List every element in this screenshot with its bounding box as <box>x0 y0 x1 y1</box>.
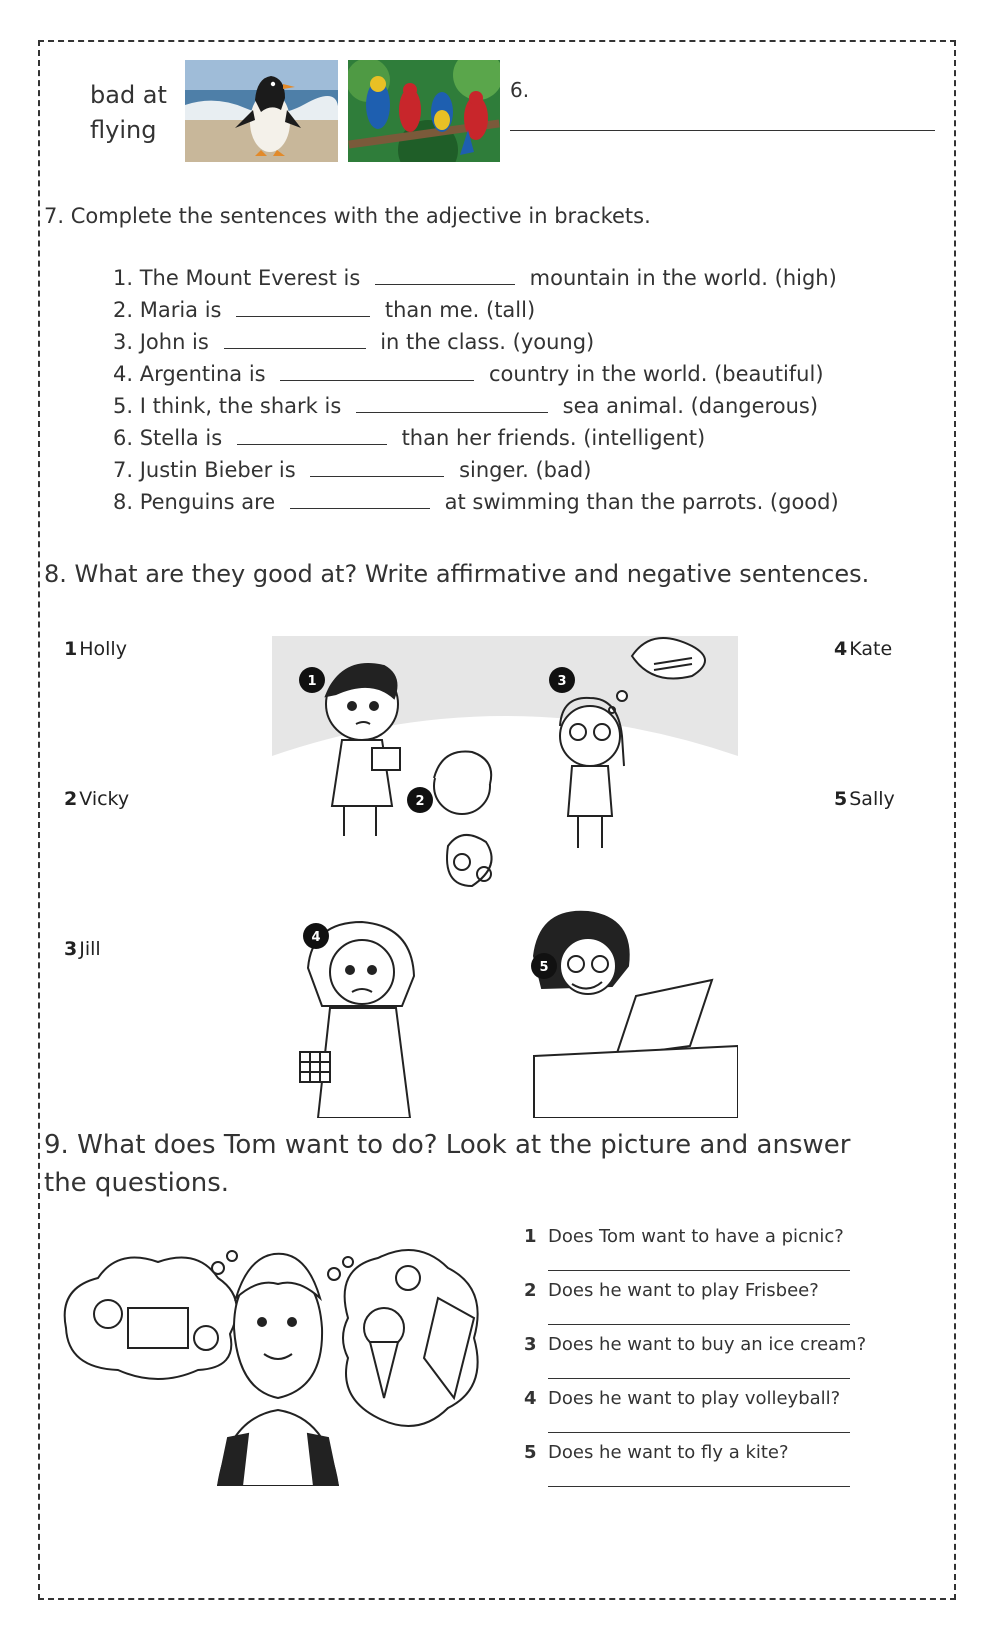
s7-after-2: than me. (tall) <box>384 298 536 322</box>
question-4 <box>524 1388 840 1409</box>
answer-line-1[interactable] <box>548 1270 850 1271</box>
name-jill-label: Jill <box>79 938 101 960</box>
s7-before-5: 5. I think, the shark is <box>113 394 342 418</box>
s7-after-1: mountain in the world. (high) <box>529 266 837 290</box>
name-sally <box>834 788 895 810</box>
s7-sentence-8 <box>113 490 847 514</box>
picture-number-4 <box>303 923 329 949</box>
s7-blank-5[interactable] <box>356 394 548 413</box>
parrots-illustration <box>348 60 500 162</box>
name-kate-label: Kate <box>849 638 893 660</box>
item-6-number: 6. <box>510 78 530 102</box>
name-sally-label: Sally <box>849 788 895 810</box>
question-1-num: 1 <box>524 1226 537 1247</box>
picture-number-1 <box>299 667 325 693</box>
s7-after-5: sea animal. (dangerous) <box>562 394 819 418</box>
section9-heading-line1: 9. What does Tom want to do? Look at the picture and answer <box>44 1130 851 1160</box>
picture-number-5 <box>531 953 557 979</box>
name-kate-num: 4 <box>834 638 848 660</box>
question-1-text: Does Tom want to have a picnic? <box>548 1226 844 1247</box>
svg-text:4: 4 <box>311 930 321 945</box>
penguin-illustration <box>185 60 338 162</box>
name-vicky <box>64 788 129 810</box>
name-jill <box>64 938 101 960</box>
question-1 <box>524 1226 844 1247</box>
section8-heading: 8. What are they good at? Write affirmative and negative sentences. <box>44 560 870 588</box>
question-2 <box>524 1280 819 1301</box>
s7-before-8: 8. Penguins are <box>113 490 276 514</box>
s7-sentence-6 <box>113 426 713 450</box>
question-3-text: Does he want to buy an ice cream? <box>548 1334 867 1355</box>
name-holly-label: Holly <box>79 638 127 660</box>
section9-heading <box>44 1126 850 1202</box>
s7-before-7: 7. Justin Bieber is <box>113 458 296 482</box>
section9-heading-line2: the questions. <box>44 1168 230 1198</box>
s7-after-8: at swimming than the parrots. (good) <box>444 490 839 514</box>
s7-blank-7[interactable] <box>310 458 444 477</box>
section7-heading: 7. Complete the sentences with the adjective in brackets. <box>44 204 651 228</box>
bad-at-flying-label <box>90 78 167 148</box>
name-vicky-num: 2 <box>64 788 78 810</box>
s7-blank-6[interactable] <box>237 426 387 445</box>
picture-number-markers <box>272 636 738 1118</box>
question-2-num: 2 <box>524 1280 537 1301</box>
s7-after-3: in the class. (young) <box>380 330 595 354</box>
name-sally-num: 5 <box>834 788 848 810</box>
s7-sentence-7 <box>113 458 599 482</box>
s7-blank-3[interactable] <box>224 330 366 349</box>
s7-sentence-1 <box>113 266 845 290</box>
picture-number-3 <box>549 667 575 693</box>
s7-sentence-2 <box>113 298 543 322</box>
s7-before-6: 6. Stella is <box>113 426 223 450</box>
name-holly <box>64 638 127 660</box>
answer-line-3[interactable] <box>548 1378 850 1379</box>
answer-line-4[interactable] <box>548 1432 850 1433</box>
s7-before-2: 2. Maria is <box>113 298 222 322</box>
svg-text:1: 1 <box>307 674 317 689</box>
parrots-photo <box>348 60 500 162</box>
s7-before-4: 4. Argentina is <box>113 362 266 386</box>
penguin-photo <box>185 60 338 162</box>
item-6-answer-line[interactable] <box>510 130 935 131</box>
answer-line-5[interactable] <box>548 1486 850 1487</box>
name-jill-num: 3 <box>64 938 78 960</box>
picture-number-2 <box>407 787 433 813</box>
tom-illustration <box>58 1238 498 1486</box>
s7-before-1: 1. The Mount Everest is <box>113 266 361 290</box>
svg-text:5: 5 <box>539 960 549 975</box>
question-5-text: Does he want to fly a kite? <box>548 1442 789 1463</box>
s7-blank-8[interactable] <box>290 490 430 509</box>
s7-after-4: country in the world. (beautiful) <box>488 362 824 386</box>
s7-sentence-5 <box>113 394 826 418</box>
name-holly-num: 1 <box>64 638 78 660</box>
label-line-1: bad at <box>90 81 167 109</box>
question-4-text: Does he want to play volleyball? <box>548 1388 841 1409</box>
question-3 <box>524 1334 866 1355</box>
girls-illustration <box>272 636 738 1118</box>
s7-sentence-4 <box>113 362 832 386</box>
s7-sentence-3 <box>113 330 602 354</box>
label-line-2: flying <box>90 116 157 144</box>
name-kate <box>834 638 892 660</box>
s7-after-7: singer. (bad) <box>459 458 592 482</box>
svg-text:3: 3 <box>557 674 567 689</box>
question-5-num: 5 <box>524 1442 537 1463</box>
svg-text:2: 2 <box>415 794 425 809</box>
question-3-num: 3 <box>524 1334 537 1355</box>
name-vicky-label: Vicky <box>79 788 130 810</box>
tom-scene <box>58 1238 498 1486</box>
s7-blank-2[interactable] <box>236 298 370 317</box>
s7-after-6: than her friends. (intelligent) <box>401 426 706 450</box>
s7-blank-1[interactable] <box>375 266 515 285</box>
s7-before-3: 3. John is <box>113 330 209 354</box>
question-5 <box>524 1442 789 1463</box>
question-2-text: Does he want to play Frisbee? <box>548 1280 819 1301</box>
answer-line-2[interactable] <box>548 1324 850 1325</box>
question-4-num: 4 <box>524 1388 537 1409</box>
s7-blank-4[interactable] <box>280 362 474 381</box>
